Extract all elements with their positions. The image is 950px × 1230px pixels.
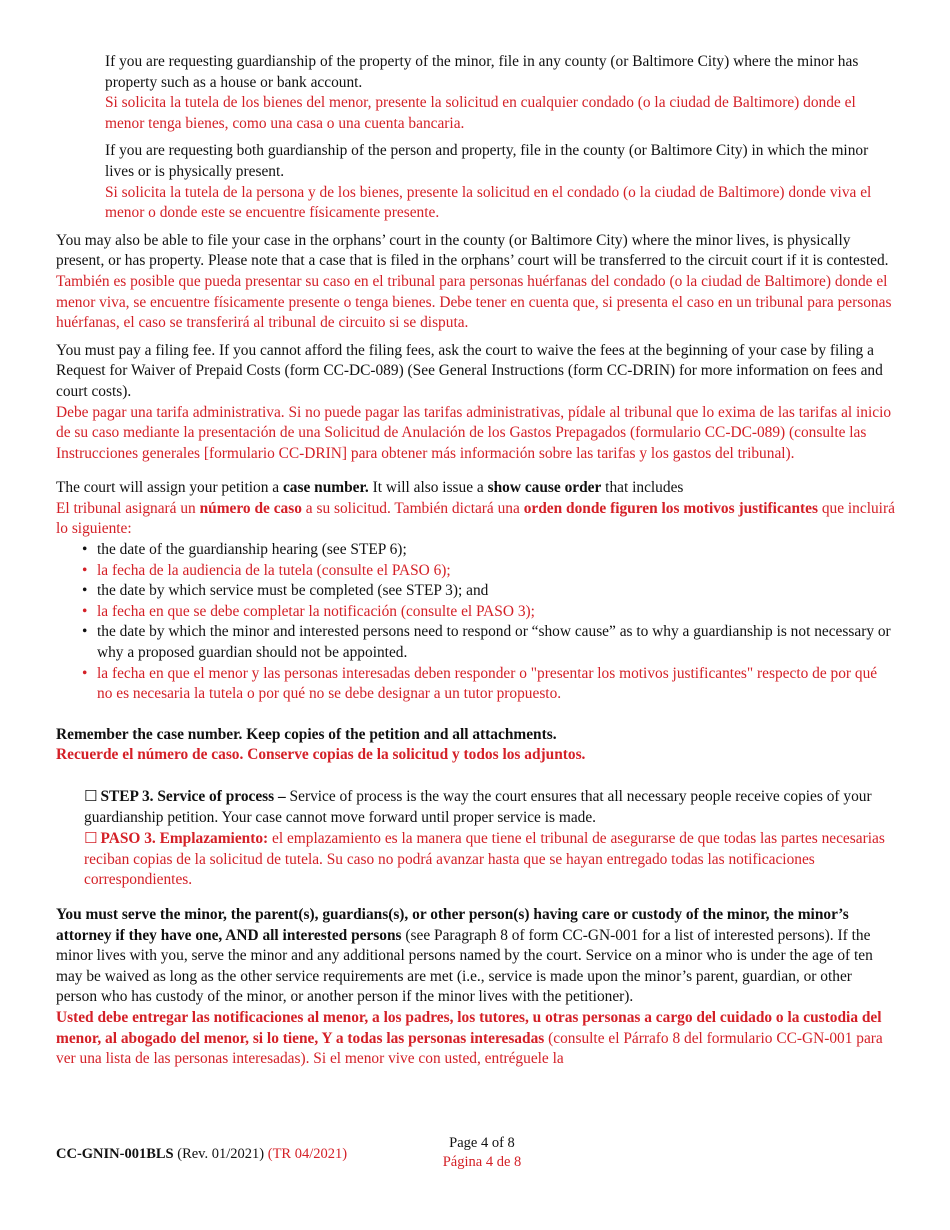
- step-3-section: [84, 786, 896, 891]
- text-run: (see Paragraph 8 of form CC-GN-001 for a list of interested persons). If the minor lives with you, serve the minor and any additional persons named by the court. Service on a minor who is under the age of ten may be waived as long as the other service requirements are met (i.e., service is made upon the minor’s parent, guardian, or other person who has custody of the minor, or another person if the minor lives with the petitioner).: [56, 926, 873, 1006]
- list-item: • the date of the guardianship hearing (see STEP 6);: [82, 540, 896, 561]
- page-number: [432, 1134, 532, 1172]
- form-code: CC-GNIN-001BLS: [56, 1146, 174, 1162]
- page-number-es: Página 4 de 8: [442, 1154, 522, 1170]
- page-footer: [56, 1135, 896, 1180]
- serve-emphasis: Usted debe entregar las notificaciones al menor, a los padres, los tutores, u otras personas a cargo del cuidado o la custodia del menor, al abogado del menor, si lo tiene, Y a todas las personas interesadas: [56, 1008, 882, 1047]
- text-run: a su solicitud. También dictará una: [301, 499, 524, 517]
- remember-text: Recuerde el número de caso. Conserve copias de la solicitud y todos los adjuntos.: [56, 746, 586, 764]
- remember-note-en: [56, 725, 896, 746]
- filing-fee-paragraph-es: Debe pagar una tarifa administrativa. Si no puede pagar las tarifas administrativas, pídale al tribunal que lo exima de las tarifas al inicio de su caso mediante la presentación de una Solicitud de Anulación de los Gastos Prepagados (formulario CC-DC-089) (consulte las Instrucciones generales [formulario CC-DRIN] para obtener más información sobre las tarifas y los gastos del tribunal).: [56, 403, 892, 462]
- show-cause-order-term: show cause order: [487, 479, 602, 497]
- document-body: [56, 52, 896, 1070]
- text-run: The court will assign your petition a: [56, 479, 283, 497]
- remember-text: Remember the case number. Keep copies of the petition and all attachments.: [56, 725, 557, 743]
- case-number-term: case number.: [282, 479, 369, 497]
- text-run: el emplazamiento es la manera que tiene el tribunal de asegurarse de que todas las partes necesarias reciban copias de la solicitud de tutela. Su caso no podrá avanzar hasta que se hayan entregado todas las notificaciones correspondientes.: [84, 830, 885, 889]
- serve-emphasis: You must serve the minor, the parent(s), guardians(s), or other person(s) having care or custody of the minor, the minor’s attorney if they have one, AND all interested persons: [56, 905, 849, 944]
- orden-motivos-term: orden donde figuren los motivos justificantes: [523, 499, 818, 517]
- remember-note-es: [56, 745, 896, 766]
- page-number-en: Page 4 of 8: [449, 1135, 515, 1151]
- orphans-court-paragraph-en: You may also be able to file your case in the orphans’ court in the county (or Baltimore City) where the minor lives, is physically present, or has property. Please note that a case that is filed in the orphans’ court will be transferred to the circuit court if it is contested.: [56, 231, 889, 270]
- list-item: • la fecha de la audiencia de la tutela (consulte el PASO 6);: [82, 561, 896, 582]
- text-run: (consulte el Párrafo 8 del formulario CC-GN-001 para ver una lista de las personas interesadas). Si el menor vive con usted, entréguele la: [56, 1029, 883, 1068]
- orphans-court-paragraph-es: También es posible que pueda presentar su caso en el tribunal para personas huérfanas del condado (o la ciudad de Baltimore) donde el menor viva, se encuentre físicamente presente o tenga bienes. Debe tener en cuenta que, si presenta el caso en un tribunal para personas huérfanas, el caso se transferirá al tribunal de circuito si se disputa.: [56, 272, 892, 332]
- list-item: • la fecha en que el menor y las personas interesadas deben responder o "presentar los motivos justificantes" respecto de por qué no es necesaria la tutela o por qué no se debe designar a un tutor propuesto.: [82, 664, 896, 705]
- step-3-paragraph-es: [84, 828, 896, 891]
- filing-fee-paragraph-en: You must pay a filing fee. If you cannot afford the filing fees, ask the court to waive the fees at the beginning of your case by filing a Request for Waiver of Prepaid Costs (form CC-DC-089) (See General Instructions (form CC-DRIN) for more information on fees and court costs).: [56, 341, 883, 400]
- property-paragraph-es: Si solicita la tutela de los bienes del menor, presente la solicitud en cualquier condado (o la ciudad de Baltimore) donde el menor tenga bienes, como una casa o una cuenta bancaria.: [105, 94, 856, 132]
- step-3-title: STEP 3. Service of process –: [100, 788, 286, 805]
- serve-paragraph-en: [56, 905, 896, 1008]
- serve-paragraph-es: [56, 1008, 896, 1070]
- both-paragraph-es: Si solicita la tutela de la persona y de los bienes, presente la solicitud en el condado (o la ciudad de Baltimore) donde viva el menor o donde este se encuentre físicamente presente.: [105, 183, 872, 222]
- form-identifier: [56, 1144, 347, 1165]
- text-run: that includes: [601, 479, 684, 497]
- property-section: [105, 52, 896, 224]
- numero-de-caso-term: número de caso: [199, 499, 302, 517]
- paso-3-checkbox[interactable]: ☐: [84, 829, 98, 848]
- both-paragraph-en: If you are requesting both guardianship of the person and property, file in the county (or Baltimore City) in which the minor lives or is physically present.: [105, 142, 869, 180]
- step-3-checkbox[interactable]: ☐: [84, 787, 98, 805]
- property-paragraph-en: If you are requesting guardianship of the property of the minor, file in any county (or Baltimore City) where the minor has property such as a house or bank account.: [105, 53, 859, 91]
- step-3-paragraph-en: [84, 786, 896, 828]
- text-run: Service of process is the way the court ensures that all necessary people receive copies of your guardianship petition. Your case cannot move forward until proper service is made.: [84, 788, 872, 826]
- revision-date: (Rev. 01/2021): [173, 1146, 265, 1162]
- list-item: • the date by which service must be completed (see STEP 3); and: [82, 581, 896, 602]
- show-cause-bullet-list: [82, 540, 896, 705]
- translation-date: (TR 04/2021): [264, 1146, 348, 1162]
- list-item: • la fecha en que se debe completar la notificación (consulte el PASO 3);: [82, 602, 896, 623]
- paso-3-title: PASO 3. Emplazamiento:: [100, 830, 269, 848]
- list-item: • the date by which the minor and interested persons need to respond or “show cause” as to why a guardianship is not necessary or why a proposed guardian should not be appointed.: [82, 622, 896, 663]
- text-run: El tribunal asignará un: [56, 499, 200, 517]
- text-run: It will also issue a: [368, 479, 488, 497]
- text-run: que incluirá lo siguiente:: [56, 499, 895, 538]
- case-number-paragraph-en: [56, 478, 896, 499]
- case-number-paragraph-es: [56, 499, 896, 540]
